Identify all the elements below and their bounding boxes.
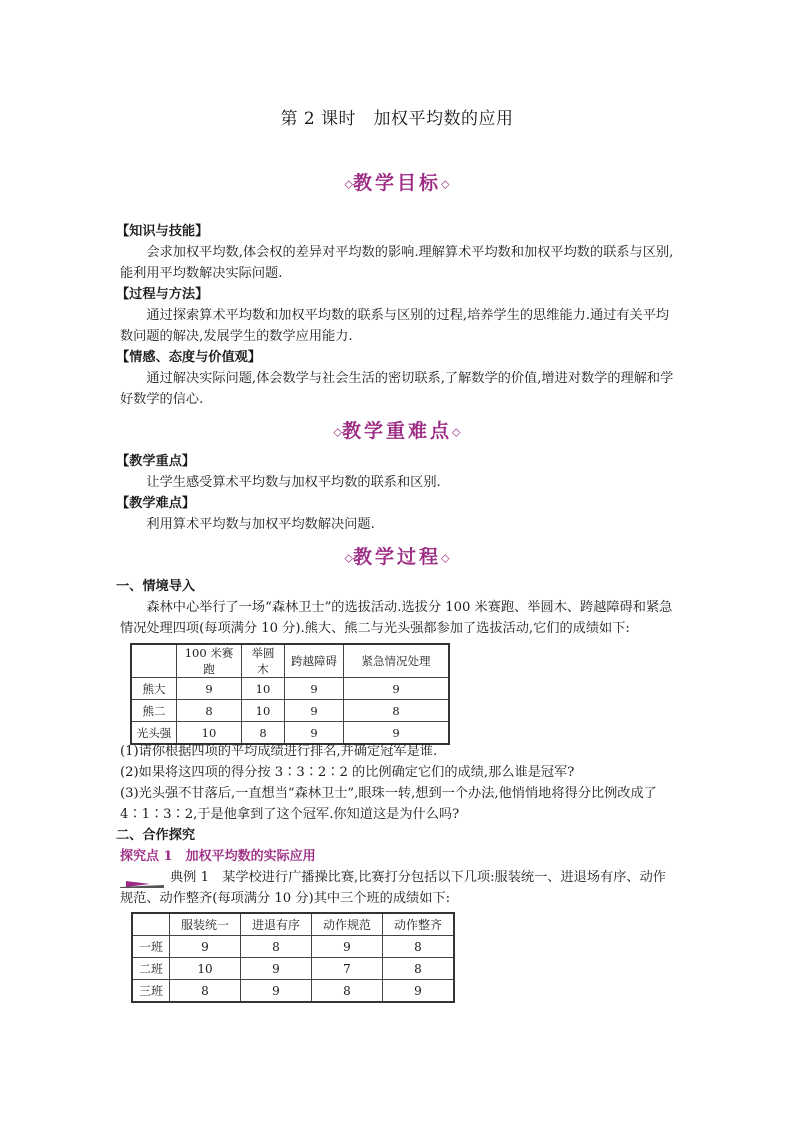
table-header-row	[132, 913, 454, 936]
table-cell: 8	[241, 936, 312, 958]
process-block	[116, 576, 676, 639]
table-cell: 9	[241, 958, 312, 980]
explore-point-heading: 探究点 1 加权平均数的实际应用	[120, 849, 316, 864]
knowledge-label: 【知识与技能】	[116, 224, 209, 239]
table-row	[131, 700, 449, 722]
table-cell: 一班	[132, 936, 170, 958]
table-cell: 9	[344, 678, 450, 700]
section-heading-goals	[0, 168, 794, 195]
section-heading-process	[0, 542, 794, 569]
difficulty-label: 【教学难点】	[116, 496, 196, 511]
example-text: 典例 1 某学校进行广播操比赛,比赛打分包括以下几项:服装统一、进退场有序、动作规范、动作整齐(每项满分 10 分)其中三个班的成绩如下:	[120, 870, 666, 906]
table-cell: 9	[383, 980, 455, 1003]
scores-table-contestants	[130, 643, 450, 745]
table-cell: 9	[285, 722, 344, 745]
table-header-cell: 动作整齐	[383, 913, 455, 936]
table-header-cell	[131, 644, 177, 678]
diamond-icon: ◇	[344, 177, 353, 191]
table-cell: 9	[241, 980, 312, 1003]
goals-block	[116, 221, 676, 410]
section-key-points-label: 教学重难点	[341, 420, 452, 442]
table-row	[132, 958, 454, 980]
table-header-cell: 跨越障碍	[285, 644, 344, 678]
question-3: (3)光头强不甘落后,一直想当“森林卫士”,眼珠一转,想到一个办法,他悄悄地将得分比例改成了 4∶1∶3∶2,于是他拿到了这个冠军.你知道这是为什么吗?	[120, 786, 657, 822]
table-header-cell: 进退有序	[241, 913, 312, 936]
table-cell: 9	[170, 936, 241, 958]
scores-table-classes	[131, 912, 455, 1003]
table-cell: 8	[177, 700, 242, 722]
diamond-icon: ◇	[333, 425, 342, 439]
table-cell: 三班	[132, 980, 170, 1003]
questions-block	[116, 741, 676, 909]
intro-heading: 一、情境导入	[116, 579, 196, 594]
table-cell: 10	[242, 700, 285, 722]
emotion-text: 通过解决实际问题,体会数学与社会生活的密切联系,了解数学的价值,增进对数学的理解和学好数学的信心.	[120, 371, 674, 407]
table-cell: 10	[242, 678, 285, 700]
coop-heading: 二、合作探究	[116, 828, 196, 843]
table-cell: 9	[285, 678, 344, 700]
process-text: 通过探索算术平均数和加权平均数的联系与区别的过程,培养学生的思维能力.通过有关平均数问题的解决,发展学生的数学应用能力.	[120, 308, 670, 344]
focus-text: 让学生感受算术平均数与加权平均数的联系和区别.	[146, 475, 441, 490]
table-cell: 8	[312, 980, 383, 1003]
diamond-icon: ◇	[441, 177, 450, 191]
knowledge-text: 会求加权平均数,体会权的差异对平均数的影响.理解算术平均数和加权平均数的联系与区别,能利用平均数解决实际问题.	[120, 245, 674, 281]
table-header-cell: 100 米赛跑	[177, 644, 242, 678]
page-title: 第 2 课时 加权平均数的应用	[280, 109, 514, 129]
process-label: 【过程与方法】	[116, 287, 209, 302]
difficulty-text: 利用算术平均数与加权平均数解决问题.	[146, 517, 375, 532]
table-cell: 熊二	[131, 700, 177, 722]
section-process-label: 教学过程	[352, 546, 441, 568]
table-row	[132, 980, 454, 1003]
table-cell: 9	[177, 678, 242, 700]
question-2: (2)如果将这四项的得分按 3∶3∶2∶2 的比例确定它们的成绩,那么谁是冠军?	[120, 765, 575, 780]
table-cell: 8	[170, 980, 241, 1003]
example-paragraph	[120, 867, 676, 909]
table-cell: 二班	[132, 958, 170, 980]
table-row	[132, 936, 454, 958]
question-1: (1)请你根据四项的平均成绩进行排名,并确定冠军是谁.	[120, 744, 438, 759]
diamond-icon: ◇	[344, 551, 353, 565]
section-goals-label: 教学目标	[352, 172, 441, 194]
section-heading-key-points	[0, 416, 794, 443]
table-header-cell: 紧急情况处理	[344, 644, 450, 678]
table-cell: 8	[383, 958, 455, 980]
diamond-icon: ◇	[452, 425, 461, 439]
key-points-block	[116, 451, 676, 535]
table-cell: 熊大	[131, 678, 177, 700]
table-header-row	[131, 644, 449, 678]
pen-icon	[120, 874, 164, 882]
table-cell: 10	[177, 722, 242, 745]
table-header-cell: 服装统一	[170, 913, 241, 936]
focus-label: 【教学重点】	[116, 454, 196, 469]
table-cell: 9	[344, 722, 450, 745]
table-header-cell	[132, 913, 170, 936]
table-cell: 8	[344, 700, 450, 722]
table-cell: 8	[242, 722, 285, 745]
table-cell: 9	[285, 700, 344, 722]
table-cell: 7	[312, 958, 383, 980]
emotion-label: 【情感、态度与价值观】	[116, 350, 262, 365]
table-row	[131, 678, 449, 700]
pen-icon-graphic	[120, 880, 164, 888]
table-cell: 8	[383, 936, 455, 958]
intro-text: 森林中心举行了一场“森林卫士”的选拔活动.选拔分 100 米赛跑、举圆木、跨越障碍和紧急情况处理四项(每项满分 10 分).熊大、熊二与光头强都参加了选拔活动,它们的成绩如下:	[120, 600, 673, 636]
table-cell: 10	[170, 958, 241, 980]
diamond-icon: ◇	[441, 551, 450, 565]
table-header-cell: 动作规范	[312, 913, 383, 936]
table-cell: 9	[312, 936, 383, 958]
table-header-cell: 举圆木	[242, 644, 285, 678]
table-cell: 光头强	[131, 722, 177, 745]
